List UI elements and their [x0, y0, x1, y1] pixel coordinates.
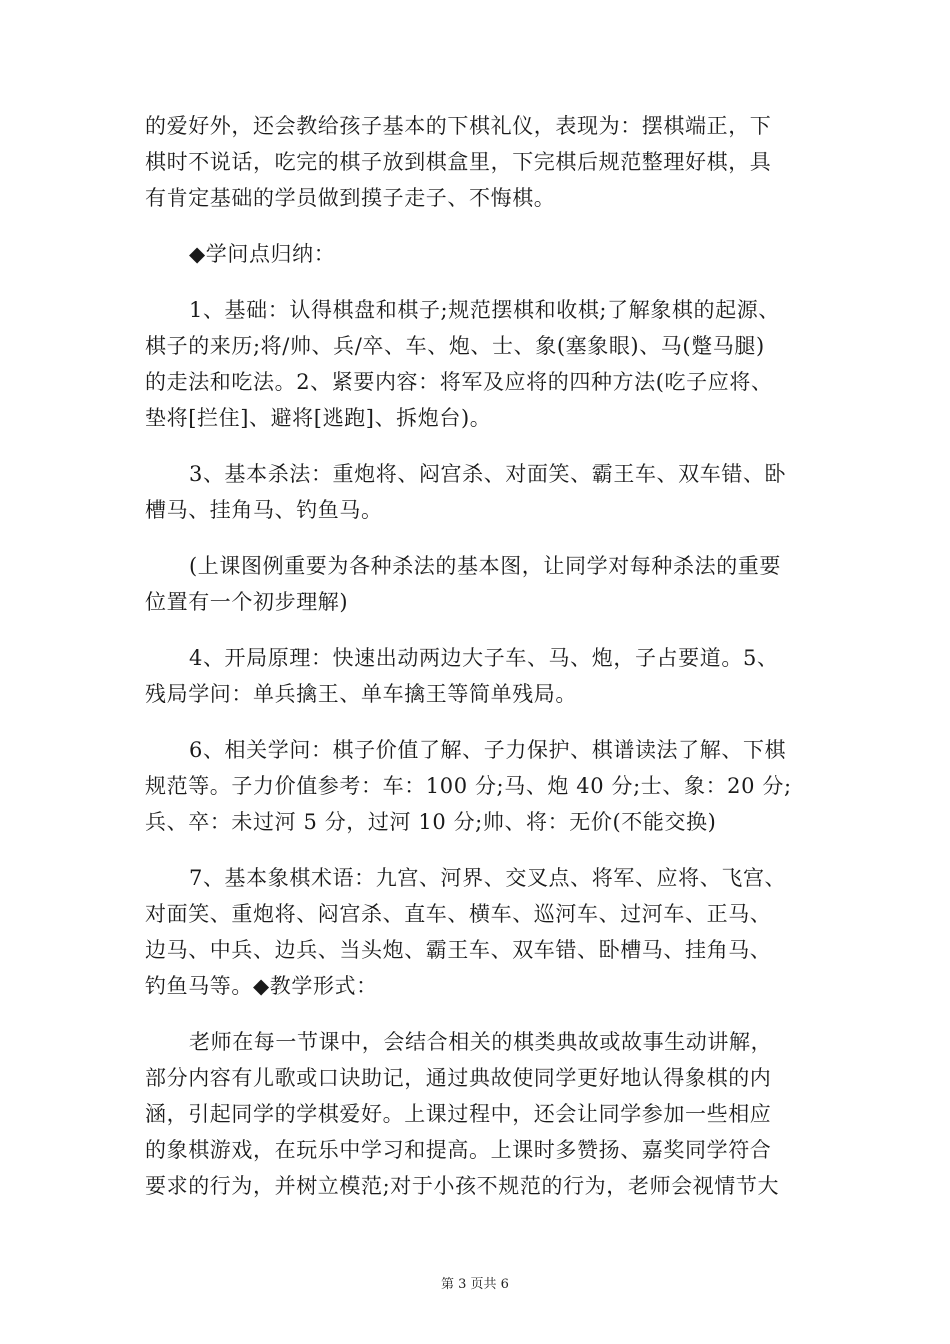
- text-line: (上课图例重要为各种杀法的基本图，让同学对每种杀法的重要: [189, 554, 781, 578]
- text-line: 残局学问：单兵擒王、单车擒王等简单残局。: [145, 682, 577, 706]
- paragraph-opening: [145, 640, 807, 712]
- text-line: 4、开局原理：快速出动两边大子车、马、炮，子占要道。5、: [189, 646, 779, 670]
- text-line: 老师在每一节课中，会结合相关的棋类典故或故事生动讲解，: [189, 1030, 773, 1054]
- text-line: 涵，引起同学的学棋爱好。上课过程中，还会让同学参加一些相应: [145, 1102, 772, 1126]
- text-line: 7、基本象棋术语：九宫、河界、交叉点、将军、应将、飞宫、: [189, 866, 787, 890]
- text-line: ◆学问点归纳：: [189, 242, 336, 266]
- text-line: 槽马、挂角马、钓鱼马。: [145, 498, 383, 522]
- text-line: 位置有一个初步理解): [145, 590, 349, 614]
- paragraph-terms: [145, 860, 807, 1004]
- text-line: 的爱好外，还会教给孩子基本的下棋礼仪，表现为：摆棋端正，下: [145, 114, 772, 138]
- paragraph-teaching: [145, 1024, 807, 1204]
- text-line: 3、基本杀法：重炮将、闷宫杀、对面笑、霸王车、双车错、卧: [189, 462, 787, 486]
- text-line: 有肯定基础的学员做到摸子走子、不悔棋。: [145, 186, 556, 210]
- paragraph-intro: [145, 108, 807, 216]
- paragraph-basics: [145, 292, 807, 436]
- text-line: 1、基础：认得棋盘和棋子;规范摆棋和收棋;了解象棋的起源、: [189, 298, 780, 322]
- text-line: 要求的行为，并树立模范;对于小孩不规范的行为，老师会视情节大: [145, 1174, 780, 1198]
- document-body: [145, 108, 807, 1204]
- text-line: 的走法和吃法。2、紧要内容：将军及应将的四种方法(吃子应将、: [145, 370, 773, 394]
- text-line: 钓鱼马等。◆教学形式：: [145, 974, 378, 998]
- page-number-footer: 第 3 页共 6: [441, 1277, 509, 1292]
- text-line: 边马、中兵、边兵、当头炮、霸王车、双车错、卧槽马、挂角马、: [145, 938, 772, 962]
- text-line: 规范等。子力价值参考：车：100 分;马、炮 40 分;士、象：20 分;: [145, 774, 792, 798]
- section-heading-knowledge: [145, 236, 807, 272]
- text-line: 棋时不说话，吃完的棋子放到棋盒里，下完棋后规范整理好棋，具: [145, 150, 772, 174]
- paragraph-related: [145, 732, 807, 840]
- paragraph-note: [145, 548, 807, 620]
- text-line: 垫将[拦住]、避将[逃跑]、拆炮台)。: [145, 406, 492, 430]
- text-line: 的象棋游戏，在玩乐中学习和提高。上课时多赞扬、嘉奖同学符合: [145, 1138, 772, 1162]
- text-line: 部分内容有儿歌或口诀助记，通过典故使同学更好地认得象棋的内: [145, 1066, 772, 1090]
- text-line: 对面笑、重炮将、闷宫杀、直车、横车、巡河车、过河车、正马、: [145, 902, 772, 926]
- text-line: 兵、卒：未过河 5 分，过河 10 分;帅、将：无价(不能交换): [145, 810, 717, 834]
- paragraph-kill-methods: [145, 456, 807, 528]
- text-line: 6、相关学问：棋子价值了解、子力保护、棋谱读法了解、下棋: [189, 738, 787, 762]
- text-line: 棋子的来历;将/帅、兵/卒、车、炮、士、象(塞象眼)、马(蹩马腿): [145, 334, 765, 358]
